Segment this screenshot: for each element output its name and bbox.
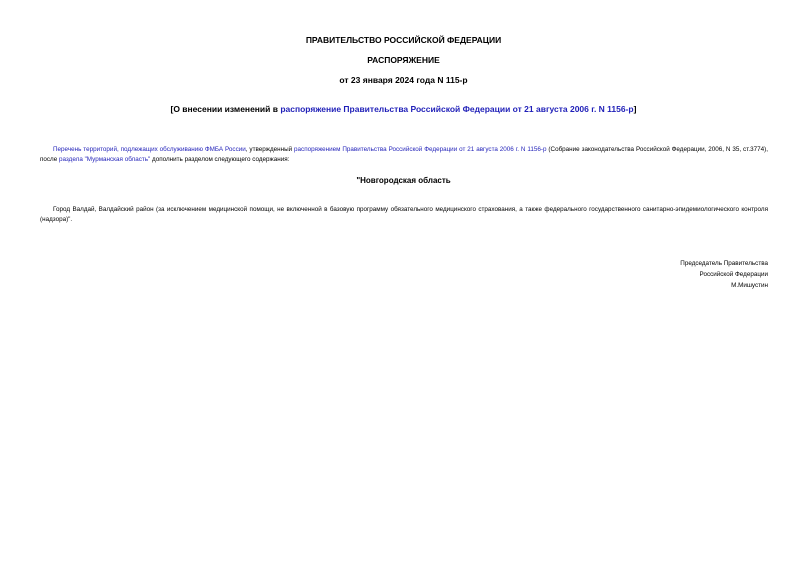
signature-title: Председатель Правительства bbox=[680, 260, 768, 267]
document-date-number: от 23 января 2024 года N 115-р bbox=[339, 75, 468, 85]
territories-list-link[interactable]: Перечень территорий, подлежащих обслуживанию ФМБА России bbox=[53, 146, 246, 153]
title-link[interactable]: распоряжение Правительства Российской Федерации от 21 августа 2006 г. N 1156-р bbox=[280, 104, 634, 114]
paragraph-text: (Собрание законодательства Российской Федерации, 2006, N 35, ст.3774), после bbox=[40, 146, 768, 163]
document-title bbox=[0, 104, 807, 114]
region-heading: "Новгородская область bbox=[356, 176, 451, 185]
paragraph-text: дополнить разделом следующего содержания: bbox=[150, 156, 290, 163]
signature-name: М.Мишустин bbox=[731, 282, 768, 289]
government-heading: ПРАВИТЕЛЬСТВО РОССИЙСКОЙ ФЕДЕРАЦИИ bbox=[305, 35, 502, 45]
amendment-paragraph bbox=[40, 145, 768, 165]
title-close: ] bbox=[633, 104, 637, 114]
signature-block bbox=[568, 258, 768, 291]
murmansk-section-link[interactable]: раздела "Мурманская область" bbox=[59, 156, 151, 163]
title-open: [О внесении изменений в bbox=[170, 104, 281, 114]
signature-org: Российской Федерации bbox=[699, 271, 768, 278]
document-type-heading: РАСПОРЯЖЕНИЕ bbox=[367, 55, 440, 65]
paragraph-text: , утвержденный bbox=[245, 146, 295, 153]
order-link[interactable]: распоряжением Правительства Российской Федерации от 21 августа 2006 г. N 1156-р bbox=[294, 146, 547, 153]
region-paragraph: Город Валдай, Валдайский район (за исключением медицинской помощи, не включенной в базовую программу обязательного медицинского страхования, а также федерального государственного санитарно-эпидемиологического контроля (надзора)". bbox=[40, 206, 768, 223]
